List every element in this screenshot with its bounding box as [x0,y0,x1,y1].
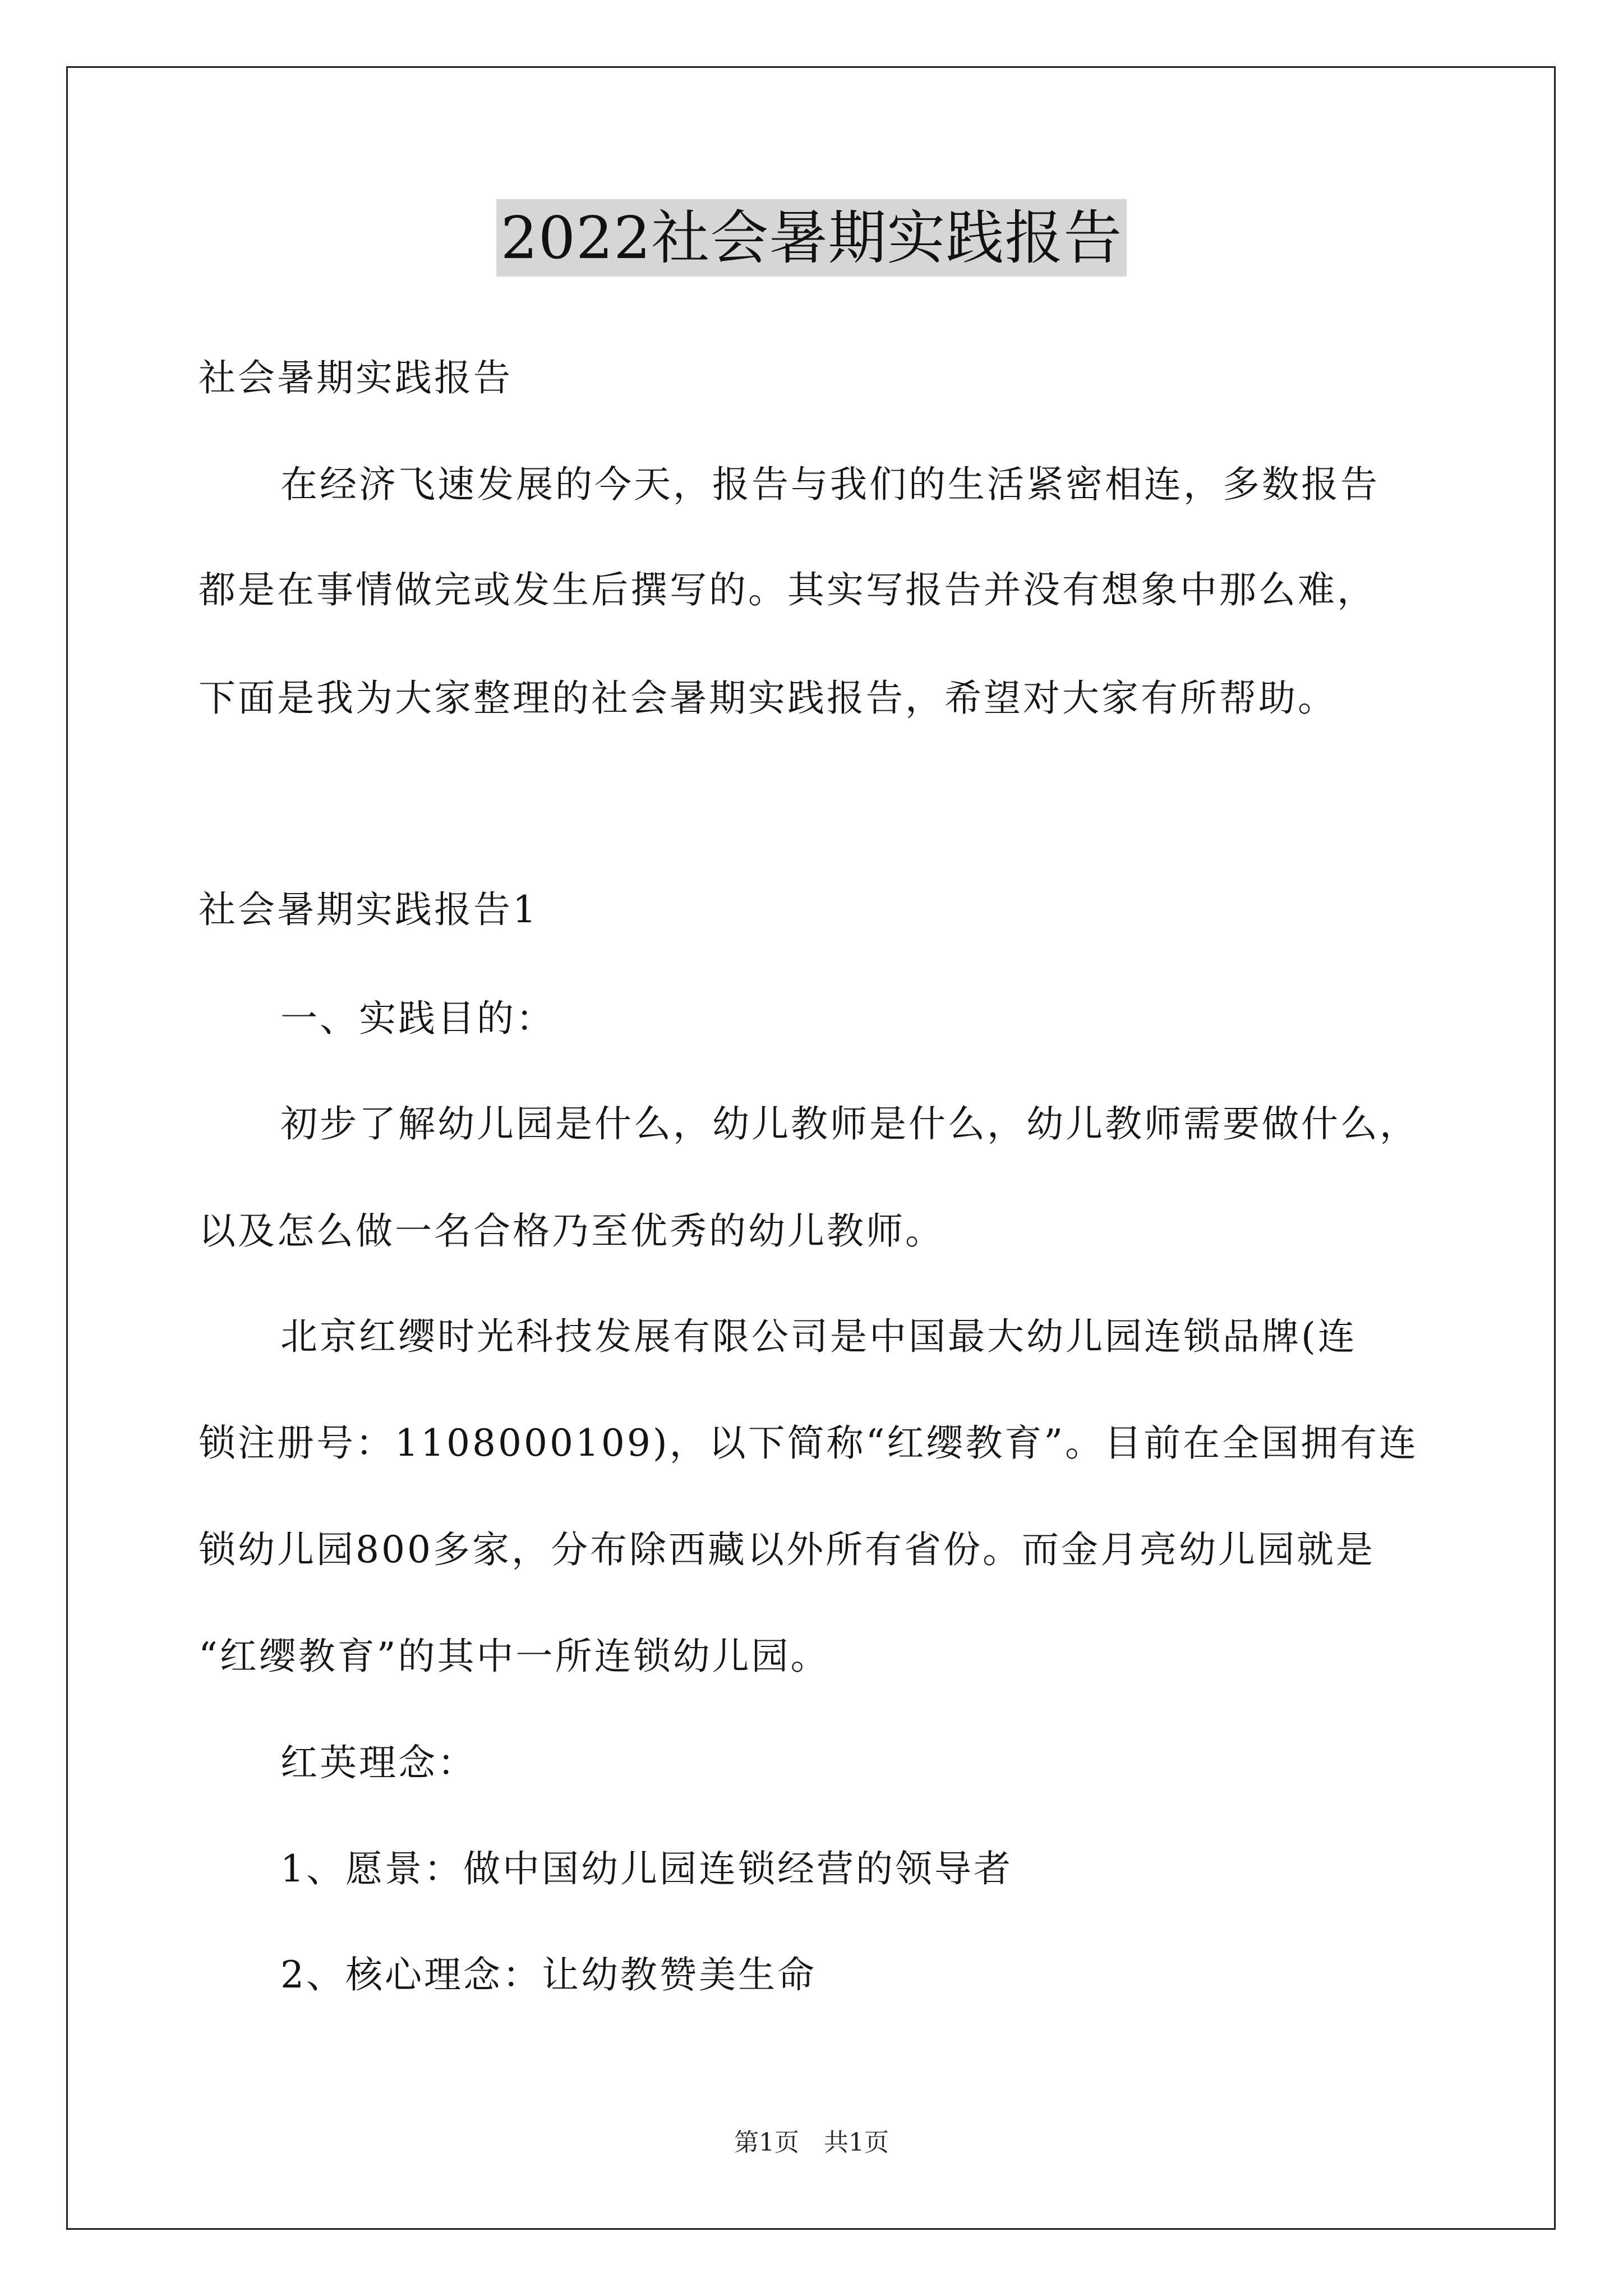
page-footer: 第1页 共1页 [734,2128,889,2157]
philosophy-heading: 红英理念： [280,1741,477,1784]
intro-line-1: 在经济飞速发展的今天，报告与我们的生活紧密相连，多数报告 [280,463,1380,506]
title-container [0,199,1623,277]
company-line-1: 北京红缨时光科技发展有限公司是中国最大幼儿园连锁品牌(连 [280,1315,1357,1358]
purpose-line-2: 以及怎么做一名合格乃至优秀的幼儿教师。 [199,1209,944,1253]
philosophy-item-2: 2、核心理念：让幼教赞美生命 [280,1953,817,1996]
company-line-2: 锁注册号：1108000109)，以下简称“红缨教育”。目前在全国拥有连 [199,1421,1419,1465]
philosophy-item-1: 1、愿景：做中国幼儿园连锁经营的领导者 [280,1847,1013,1890]
intro-line-2: 都是在事情做完或发生后撰写的。其实写报告并没有想象中那么难， [199,568,1376,611]
subtitle-line: 社会暑期实践报告 [199,356,513,399]
intro-line-3: 下面是我为大家整理的社会暑期实践报告，希望对大家有所帮助。 [199,677,1337,720]
purpose-heading: 一、实践目的： [280,997,555,1040]
purpose-line-1: 初步了解幼儿园是什么，幼儿教师是什么，幼儿教师需要做什么， [280,1102,1419,1145]
company-line-4: “红缨教育”的其中一所连锁幼儿园。 [199,1635,830,1678]
document-title: 2022社会暑期实践报告 [496,199,1127,277]
section-heading: 社会暑期实践报告1 [199,888,538,931]
company-line-3: 锁幼儿园800多家，分布除西藏以外所有省份。而金月亮幼儿园就是 [199,1528,1375,1571]
